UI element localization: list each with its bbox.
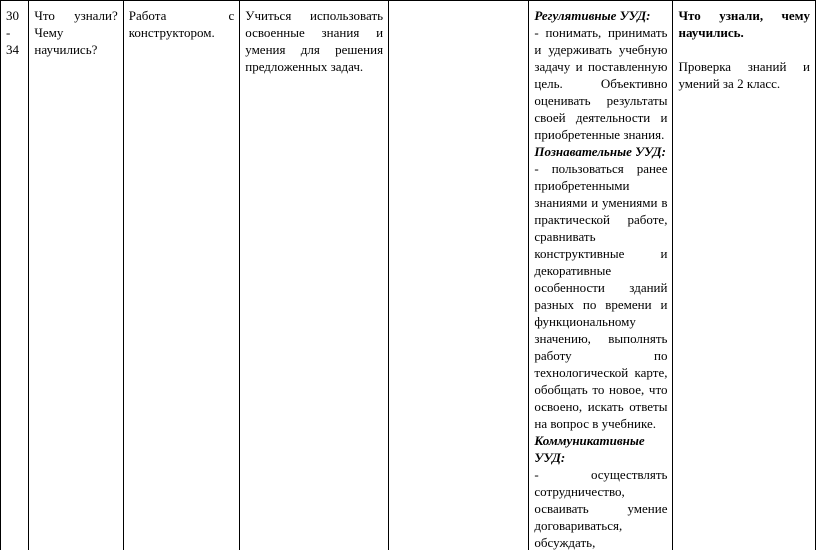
empty-cell (389, 1, 529, 550)
result-title: Что узнали, чему научились. (678, 8, 810, 40)
regulative-uud-title: Регулятивные УУД: (534, 8, 651, 23)
result-spacer (678, 41, 810, 58)
lesson-number-dash: - (6, 25, 11, 40)
content-cell (123, 1, 239, 550)
communicative-uud-text: - осуществлять сотрудничество, осваивать умение договариваться, обсуждать, (534, 467, 668, 550)
topic-text: Что узнали? Чему научились? (34, 8, 118, 57)
goals-cell (240, 1, 389, 550)
result-cell (673, 1, 816, 550)
uud-cell (529, 1, 673, 550)
cognitive-uud-text: - пользоваться ранее приобретенными знаниями и умениями в практической работе, сравнивать конструктивные и декоративные особенности зданий разных по времени и функциональному значению, выполнять работу по технологической карте, обобщать то новое, что освоено, искать ответы на вопрос в учебнике. (534, 161, 668, 431)
topic-cell (29, 1, 123, 550)
result-text: Проверка знаний и умений за 2 класс. (678, 59, 810, 91)
content-text: Работа с конструктором. (128, 8, 235, 40)
communicative-uud-title: Коммуникативные УУД: (534, 433, 645, 465)
lesson-number-cell (1, 1, 29, 550)
goals-text: Учиться использовать освоенные знания и умения для решения предложенных задач. (245, 8, 384, 74)
lesson-number-end: 34 (6, 42, 19, 57)
regulative-uud-text: - понимать, принимать и удерживать учебную задачу и поставленную цель. Объективно оценивать результаты своей деятельности и приобретенные знания. (534, 25, 668, 142)
table-row (1, 1, 816, 550)
lesson-number-start: 30 (6, 8, 19, 23)
cognitive-uud-title: Познавательные УУД: (534, 144, 666, 159)
